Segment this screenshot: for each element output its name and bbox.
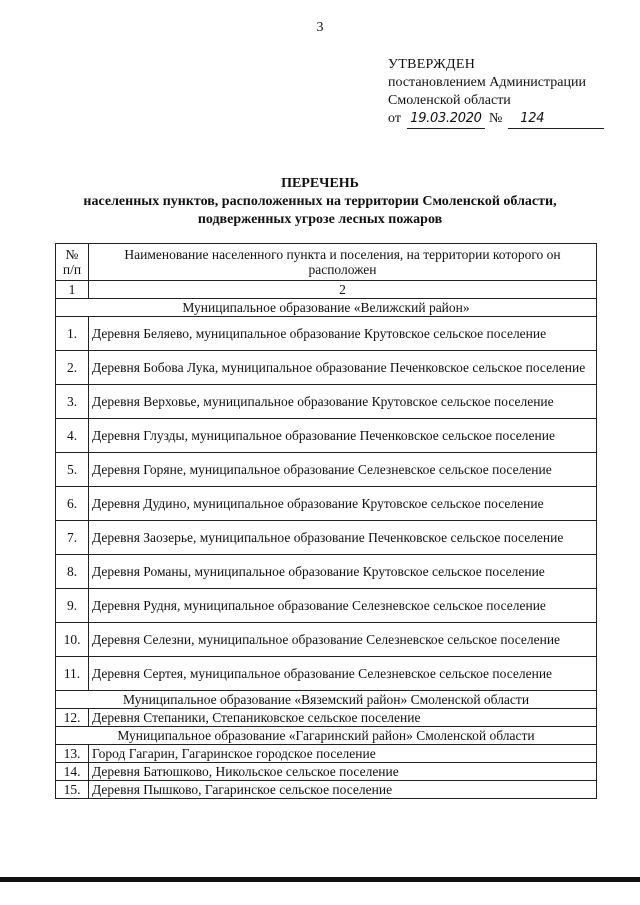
group-title: Муниципальное образование «Гагаринский район» Смоленской области xyxy=(56,727,597,745)
table-row xyxy=(56,521,597,555)
row-number: 2. xyxy=(56,351,89,385)
title-subtitle-1: населенных пунктов, расположенных на территории Смоленской области, xyxy=(83,194,557,209)
row-number: 9. xyxy=(56,589,89,623)
table-row xyxy=(56,453,597,487)
header-num: № п/п xyxy=(56,244,89,281)
settlements-table xyxy=(55,243,597,799)
table-header-row xyxy=(56,244,597,281)
row-number: 6. xyxy=(56,487,89,521)
group-row xyxy=(56,299,597,317)
table-row xyxy=(56,487,597,521)
table-row xyxy=(56,763,597,781)
row-settlement: Деревня Бобова Лука, муниципальное образование Печенковское сельское поселение xyxy=(89,351,597,385)
row-number: 4. xyxy=(56,419,89,453)
row-settlement: Деревня Верховье, муниципальное образование Крутовское сельское поселение xyxy=(89,385,597,419)
row-settlement: Деревня Романы, муниципальное образование Крутовское сельское поселение xyxy=(89,555,597,589)
row-settlement: Деревня Батюшково, Никольское сельское поселение xyxy=(89,763,597,781)
settlements-table-body xyxy=(56,244,597,799)
bottom-rule xyxy=(0,877,640,882)
row-number: 5. xyxy=(56,453,89,487)
row-settlement: Деревня Селезни, муниципальное образование Селезневское сельское поселение xyxy=(89,623,597,657)
group-title: Муниципальное образование «Велижский район» xyxy=(56,299,597,317)
row-number: 13. xyxy=(56,745,89,763)
row-number: 14. xyxy=(56,763,89,781)
table-row xyxy=(56,589,597,623)
row-settlement: Деревня Дудино, муниципальное образование Крутовское сельское поселение xyxy=(89,487,597,521)
column-numbers-row xyxy=(56,281,597,299)
approval-date: 19.03.2020 xyxy=(407,110,485,129)
table-row xyxy=(56,351,597,385)
table-row xyxy=(56,745,597,763)
row-number: 8. xyxy=(56,555,89,589)
group-title: Муниципальное образование «Вяземский район» Смоленской области xyxy=(56,691,597,709)
approval-date-line xyxy=(388,110,604,129)
table-row xyxy=(56,623,597,657)
table-row xyxy=(56,385,597,419)
row-number: 10. xyxy=(56,623,89,657)
row-number: 12. xyxy=(56,709,89,727)
approval-title: УТВЕРЖДЕН xyxy=(388,57,476,72)
row-settlement: Деревня Степаники, Степаниковское сельское поселение xyxy=(89,709,597,727)
approval-block xyxy=(388,56,604,129)
approval-line-2: постановлением Администрации xyxy=(388,75,586,90)
row-settlement: Деревня Сертея, муниципальное образование Селезневское сельское поселение xyxy=(89,657,597,691)
number-prefix: № xyxy=(488,111,503,126)
approval-number: 124 xyxy=(508,110,604,129)
row-settlement: Деревня Заозерье, муниципальное образование Печенковское сельское поселение xyxy=(89,521,597,555)
row-settlement: Деревня Беляево, муниципальное образование Крутовское сельское поселение xyxy=(89,317,597,351)
row-settlement: Деревня Рудня, муниципальное образование Селезневское сельское поселение xyxy=(89,589,597,623)
group-row xyxy=(56,691,597,709)
table-row xyxy=(56,317,597,351)
row-number: 3. xyxy=(56,385,89,419)
table-row xyxy=(56,781,597,799)
row-settlement: Деревня Горяне, муниципальное образование Селезневское сельское поселение xyxy=(89,453,597,487)
table-row xyxy=(56,419,597,453)
title-subtitle-2: подверженных угрозе лесных пожаров xyxy=(197,212,443,227)
table-row xyxy=(56,555,597,589)
approval-line-3: Смоленской области xyxy=(388,93,511,108)
row-number: 15. xyxy=(56,781,89,799)
column-number-2: 2 xyxy=(89,281,597,299)
page-number: 3 xyxy=(316,20,324,35)
row-number: 7. xyxy=(56,521,89,555)
header-name: Наименование населенного пункта и поселения, на территории которого он расположен xyxy=(89,244,597,281)
date-prefix: от xyxy=(388,111,401,126)
document-title xyxy=(0,175,640,229)
row-settlement: Город Гагарин, Гагаринское городское поселение xyxy=(89,745,597,763)
row-number: 11. xyxy=(56,657,89,691)
column-number-1: 1 xyxy=(56,281,89,299)
group-row xyxy=(56,727,597,745)
title-heading: ПЕРЕЧЕНЬ xyxy=(281,176,359,191)
row-settlement: Деревня Глузды, муниципальное образование Печенковское сельское поселение xyxy=(89,419,597,453)
table-row xyxy=(56,657,597,691)
row-number: 1. xyxy=(56,317,89,351)
table-row xyxy=(56,709,597,727)
row-settlement: Деревня Пышково, Гагаринское сельское поселение xyxy=(89,781,597,799)
